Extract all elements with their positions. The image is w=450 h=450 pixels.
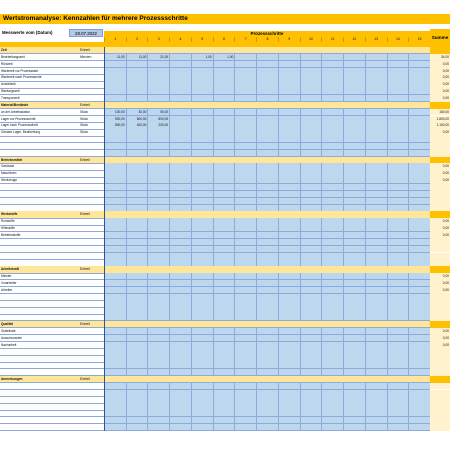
row-label[interactable]: Vorarbeiter <box>1 280 17 285</box>
row-label[interactable]: Wartezeit nach Prozessende <box>1 75 42 80</box>
row-unit[interactable]: Einheit <box>80 376 90 381</box>
row-sum[interactable] <box>430 102 450 109</box>
row-unit[interactable]: Minuten <box>80 54 92 59</box>
row-sum[interactable] <box>430 184 450 191</box>
table-row <box>0 239 450 246</box>
row-unit[interactable]: Einheit <box>80 102 90 107</box>
row-sum[interactable]: 0,00 <box>430 163 450 170</box>
table-row <box>0 328 450 335</box>
table-row <box>0 150 450 157</box>
row-sum[interactable] <box>430 259 450 266</box>
row-sum[interactable]: 0,00 <box>430 74 450 81</box>
row-sum[interactable] <box>430 294 450 301</box>
row-sum[interactable] <box>430 307 450 314</box>
row-sum[interactable] <box>430 198 450 205</box>
row-label[interactable]: Gesamt Lager, Bearbeitung <box>1 130 40 135</box>
value-cell[interactable]: 21,00 <box>160 54 169 59</box>
value-cell[interactable]: 11,00 <box>116 54 125 59</box>
row-sum[interactable] <box>430 157 450 164</box>
row-label[interactable]: Lager vor Prozessschritt <box>1 116 36 121</box>
section-header-row <box>0 376 450 383</box>
row-sum[interactable] <box>430 300 450 307</box>
table-row <box>0 136 450 143</box>
row-sum[interactable] <box>430 390 450 397</box>
row-label[interactable]: Transportzeit <box>1 95 20 100</box>
row-sum[interactable]: 0,00 <box>430 61 450 68</box>
row-sum[interactable] <box>430 253 450 260</box>
table-row <box>0 177 450 184</box>
date-field[interactable]: 28.07.2022 <box>69 29 103 37</box>
row-sum[interactable] <box>430 205 450 212</box>
prozessschritte-header: Prozessschritte <box>104 31 430 37</box>
row-sum[interactable]: 0,00 <box>430 335 450 342</box>
value-cell[interactable]: 400,00 <box>136 123 147 128</box>
row-sum[interactable]: 1.100,00 <box>430 122 450 129</box>
row-label[interactable]: Wartungszeit <box>1 89 20 94</box>
row-sum[interactable]: 0,00 <box>430 225 450 232</box>
table-row <box>0 122 450 129</box>
row-label[interactable]: Betriebsmittel <box>1 157 23 162</box>
row-label[interactable]: Arbeiter <box>1 287 13 292</box>
row-sum[interactable] <box>430 424 450 431</box>
table-row <box>0 205 450 212</box>
row-sum[interactable] <box>430 403 450 410</box>
table-row <box>0 170 450 177</box>
row-sum[interactable]: 0,00 <box>430 328 450 335</box>
row-sum[interactable]: 0,00 <box>430 129 450 136</box>
table-row <box>0 362 450 369</box>
row-label[interactable]: Bearbeitungszeit <box>1 54 25 59</box>
table-row <box>0 88 450 95</box>
table-row <box>0 68 450 75</box>
row-label[interactable]: Rüstzeit <box>1 61 13 66</box>
row-sum[interactable]: 0,00 <box>430 342 450 349</box>
row-sum[interactable] <box>430 410 450 417</box>
row-label[interactable]: Betriebsstoffe <box>1 232 21 237</box>
summe-header: Summe <box>430 29 450 47</box>
row-label[interactable]: Material/Bestände <box>1 102 29 107</box>
column-number: 5 <box>191 37 213 42</box>
row-sum[interactable]: 0,00 <box>430 68 450 75</box>
section-header-row <box>0 157 450 164</box>
row-sum[interactable] <box>430 417 450 424</box>
table-row <box>0 81 450 88</box>
row-label[interactable]: Maschinen <box>1 171 17 176</box>
table-row <box>0 307 450 314</box>
row-label[interactable]: Arbeitskraft <box>1 267 19 272</box>
section-header-row <box>0 266 450 273</box>
table-row <box>0 198 450 205</box>
table-row <box>0 294 450 301</box>
table-row <box>0 232 450 239</box>
value-cell[interactable]: 500,00 <box>136 116 147 121</box>
table-row <box>0 403 450 410</box>
row-label[interactable]: Zeit <box>1 48 7 52</box>
value-cell[interactable]: 500,00 <box>114 116 125 121</box>
table-row <box>0 383 450 390</box>
row-sum[interactable] <box>430 136 450 143</box>
row-sum[interactable]: 180,00 <box>430 109 450 116</box>
row-label[interactable]: Gutteilrate <box>1 328 16 333</box>
row-sum[interactable]: 34,00 <box>430 54 450 61</box>
row-label[interactable]: Hilfsstoffe <box>1 226 15 231</box>
column-number: 7 <box>234 37 256 42</box>
column-number: 10 <box>300 37 322 42</box>
row-label[interactable]: an der Arbeitsstation <box>1 109 31 114</box>
row-sum[interactable]: 0,00 <box>430 218 450 225</box>
table-row <box>0 218 450 225</box>
row-sum[interactable] <box>430 47 450 54</box>
table-row <box>0 390 450 397</box>
value-cell[interactable]: 200,00 <box>158 123 169 128</box>
table-row <box>0 95 450 102</box>
table-row <box>0 225 450 232</box>
column-number: 2 <box>126 37 148 42</box>
table-row <box>0 348 450 355</box>
table-row <box>0 61 450 68</box>
table-row <box>0 396 450 403</box>
column-number: 14 <box>387 37 409 42</box>
row-sum[interactable] <box>430 376 450 383</box>
row-unit[interactable]: Einheit <box>80 212 90 217</box>
row-unit[interactable]: Stück <box>80 130 88 135</box>
table-row <box>0 143 450 150</box>
row-label[interactable]: Anmerkungen <box>1 376 23 381</box>
row-sum[interactable]: 0,00 <box>430 273 450 280</box>
row-sum[interactable] <box>430 266 450 273</box>
value-cell[interactable]: 11,00 <box>138 54 147 59</box>
row-sum[interactable] <box>430 246 450 253</box>
row-unit[interactable]: Stück <box>80 116 88 121</box>
label-grid-separator <box>104 47 105 431</box>
row-label[interactable]: Wartezeit vor Prozessstart <box>1 68 39 73</box>
value-cell[interactable]: 500,00 <box>114 123 125 128</box>
row-sum[interactable] <box>430 396 450 403</box>
row-unit[interactable]: Stück <box>80 123 88 128</box>
row-sum[interactable] <box>430 383 450 390</box>
row-sum[interactable] <box>430 211 450 218</box>
row-sum[interactable] <box>430 355 450 362</box>
row-label[interactable]: Werkzeuge <box>1 178 18 183</box>
row-sum[interactable] <box>430 369 450 376</box>
table-row <box>0 253 450 260</box>
value-cell[interactable]: 800,00 <box>158 116 169 121</box>
section-header-row <box>0 211 450 218</box>
column-number: 3 <box>147 37 169 42</box>
row-sum[interactable]: 0,00 <box>430 287 450 294</box>
column-number: 15 <box>408 37 430 42</box>
table-row <box>0 116 450 123</box>
row-unit[interactable]: Einheit <box>80 48 90 52</box>
row-gridline <box>0 430 430 431</box>
value-cell[interactable]: 1,00 <box>227 54 234 59</box>
row-unit[interactable]: Einheit <box>80 322 90 326</box>
value-cell[interactable]: 50,00 <box>160 109 169 114</box>
row-label[interactable]: Lager nach Prozessschritt <box>1 123 38 128</box>
table-row <box>0 246 450 253</box>
table-row <box>0 54 450 61</box>
row-label[interactable]: Ausschussrate <box>1 335 22 340</box>
section-header-row <box>0 102 450 109</box>
section-header-row <box>0 321 450 328</box>
row-sum[interactable] <box>430 348 450 355</box>
row-label[interactable]: Rohstoffe <box>1 219 15 224</box>
table-row <box>0 314 450 321</box>
table-row <box>0 410 450 417</box>
table-row <box>0 369 450 376</box>
table-row <box>0 424 450 431</box>
column-number: 8 <box>256 37 278 42</box>
table-row <box>0 335 450 342</box>
table-row <box>0 300 450 307</box>
row-sum[interactable] <box>430 239 450 246</box>
row-unit[interactable]: Einheit <box>80 267 90 272</box>
table-row <box>0 273 450 280</box>
table-body <box>0 47 450 437</box>
table-row <box>0 129 450 136</box>
column-number: 6 <box>213 37 235 42</box>
row-sum[interactable]: 0,00 <box>430 232 450 239</box>
row-sum[interactable]: 0,00 <box>430 95 450 102</box>
column-number: 1 <box>104 37 126 42</box>
section-header-row <box>0 47 450 54</box>
table-row <box>0 259 450 266</box>
row-unit[interactable]: Einheit <box>80 157 90 162</box>
row-label[interactable]: Werkstoffe <box>1 212 18 217</box>
value-cell[interactable]: 1,00 <box>205 54 212 59</box>
row-unit[interactable]: Stück <box>80 109 88 114</box>
table-row <box>0 184 450 191</box>
row-sum[interactable] <box>430 150 450 157</box>
value-cell[interactable]: 30,00 <box>138 109 147 114</box>
table-row <box>0 287 450 294</box>
column-number: 9 <box>278 37 300 42</box>
value-cell[interactable]: 100,00 <box>114 109 125 114</box>
column-number: 11 <box>321 37 343 42</box>
table-row <box>0 191 450 198</box>
column-number: 4 <box>169 37 191 42</box>
row-sum[interactable] <box>430 321 450 328</box>
column-number: 13 <box>365 37 387 42</box>
sheet-title: Wertstromanalyse: Kennzahlen für mehrere Prozessschritte <box>0 14 450 24</box>
row-sum[interactable]: 1.800,00 <box>430 116 450 123</box>
table-row <box>0 355 450 362</box>
row-sum[interactable] <box>430 362 450 369</box>
row-label[interactable]: Gebäude <box>1 164 15 169</box>
row-label[interactable]: Ausfallzeit <box>1 82 16 87</box>
table-row <box>0 417 450 424</box>
table-row <box>0 109 450 116</box>
row-sum[interactable] <box>430 191 450 198</box>
row-sum[interactable]: 0,00 <box>430 81 450 88</box>
row-sum[interactable] <box>430 143 450 150</box>
row-label[interactable]: Meister <box>1 274 12 279</box>
row-sum[interactable]: 0,00 <box>430 170 450 177</box>
table-row <box>0 342 450 349</box>
row-sum[interactable] <box>430 314 450 321</box>
column-number: 12 <box>343 37 365 42</box>
messwerte-label: Messwerte vom (Datum) <box>2 30 53 35</box>
table-row <box>0 163 450 170</box>
row-sum[interactable]: 0,00 <box>430 280 450 287</box>
table-row <box>0 280 450 287</box>
table-row <box>0 74 450 81</box>
row-sum[interactable]: 0,00 <box>430 177 450 184</box>
row-label[interactable]: Nacharbeit <box>1 342 17 347</box>
row-sum[interactable]: 0,00 <box>430 88 450 95</box>
row-label[interactable]: Qualität <box>1 322 13 326</box>
